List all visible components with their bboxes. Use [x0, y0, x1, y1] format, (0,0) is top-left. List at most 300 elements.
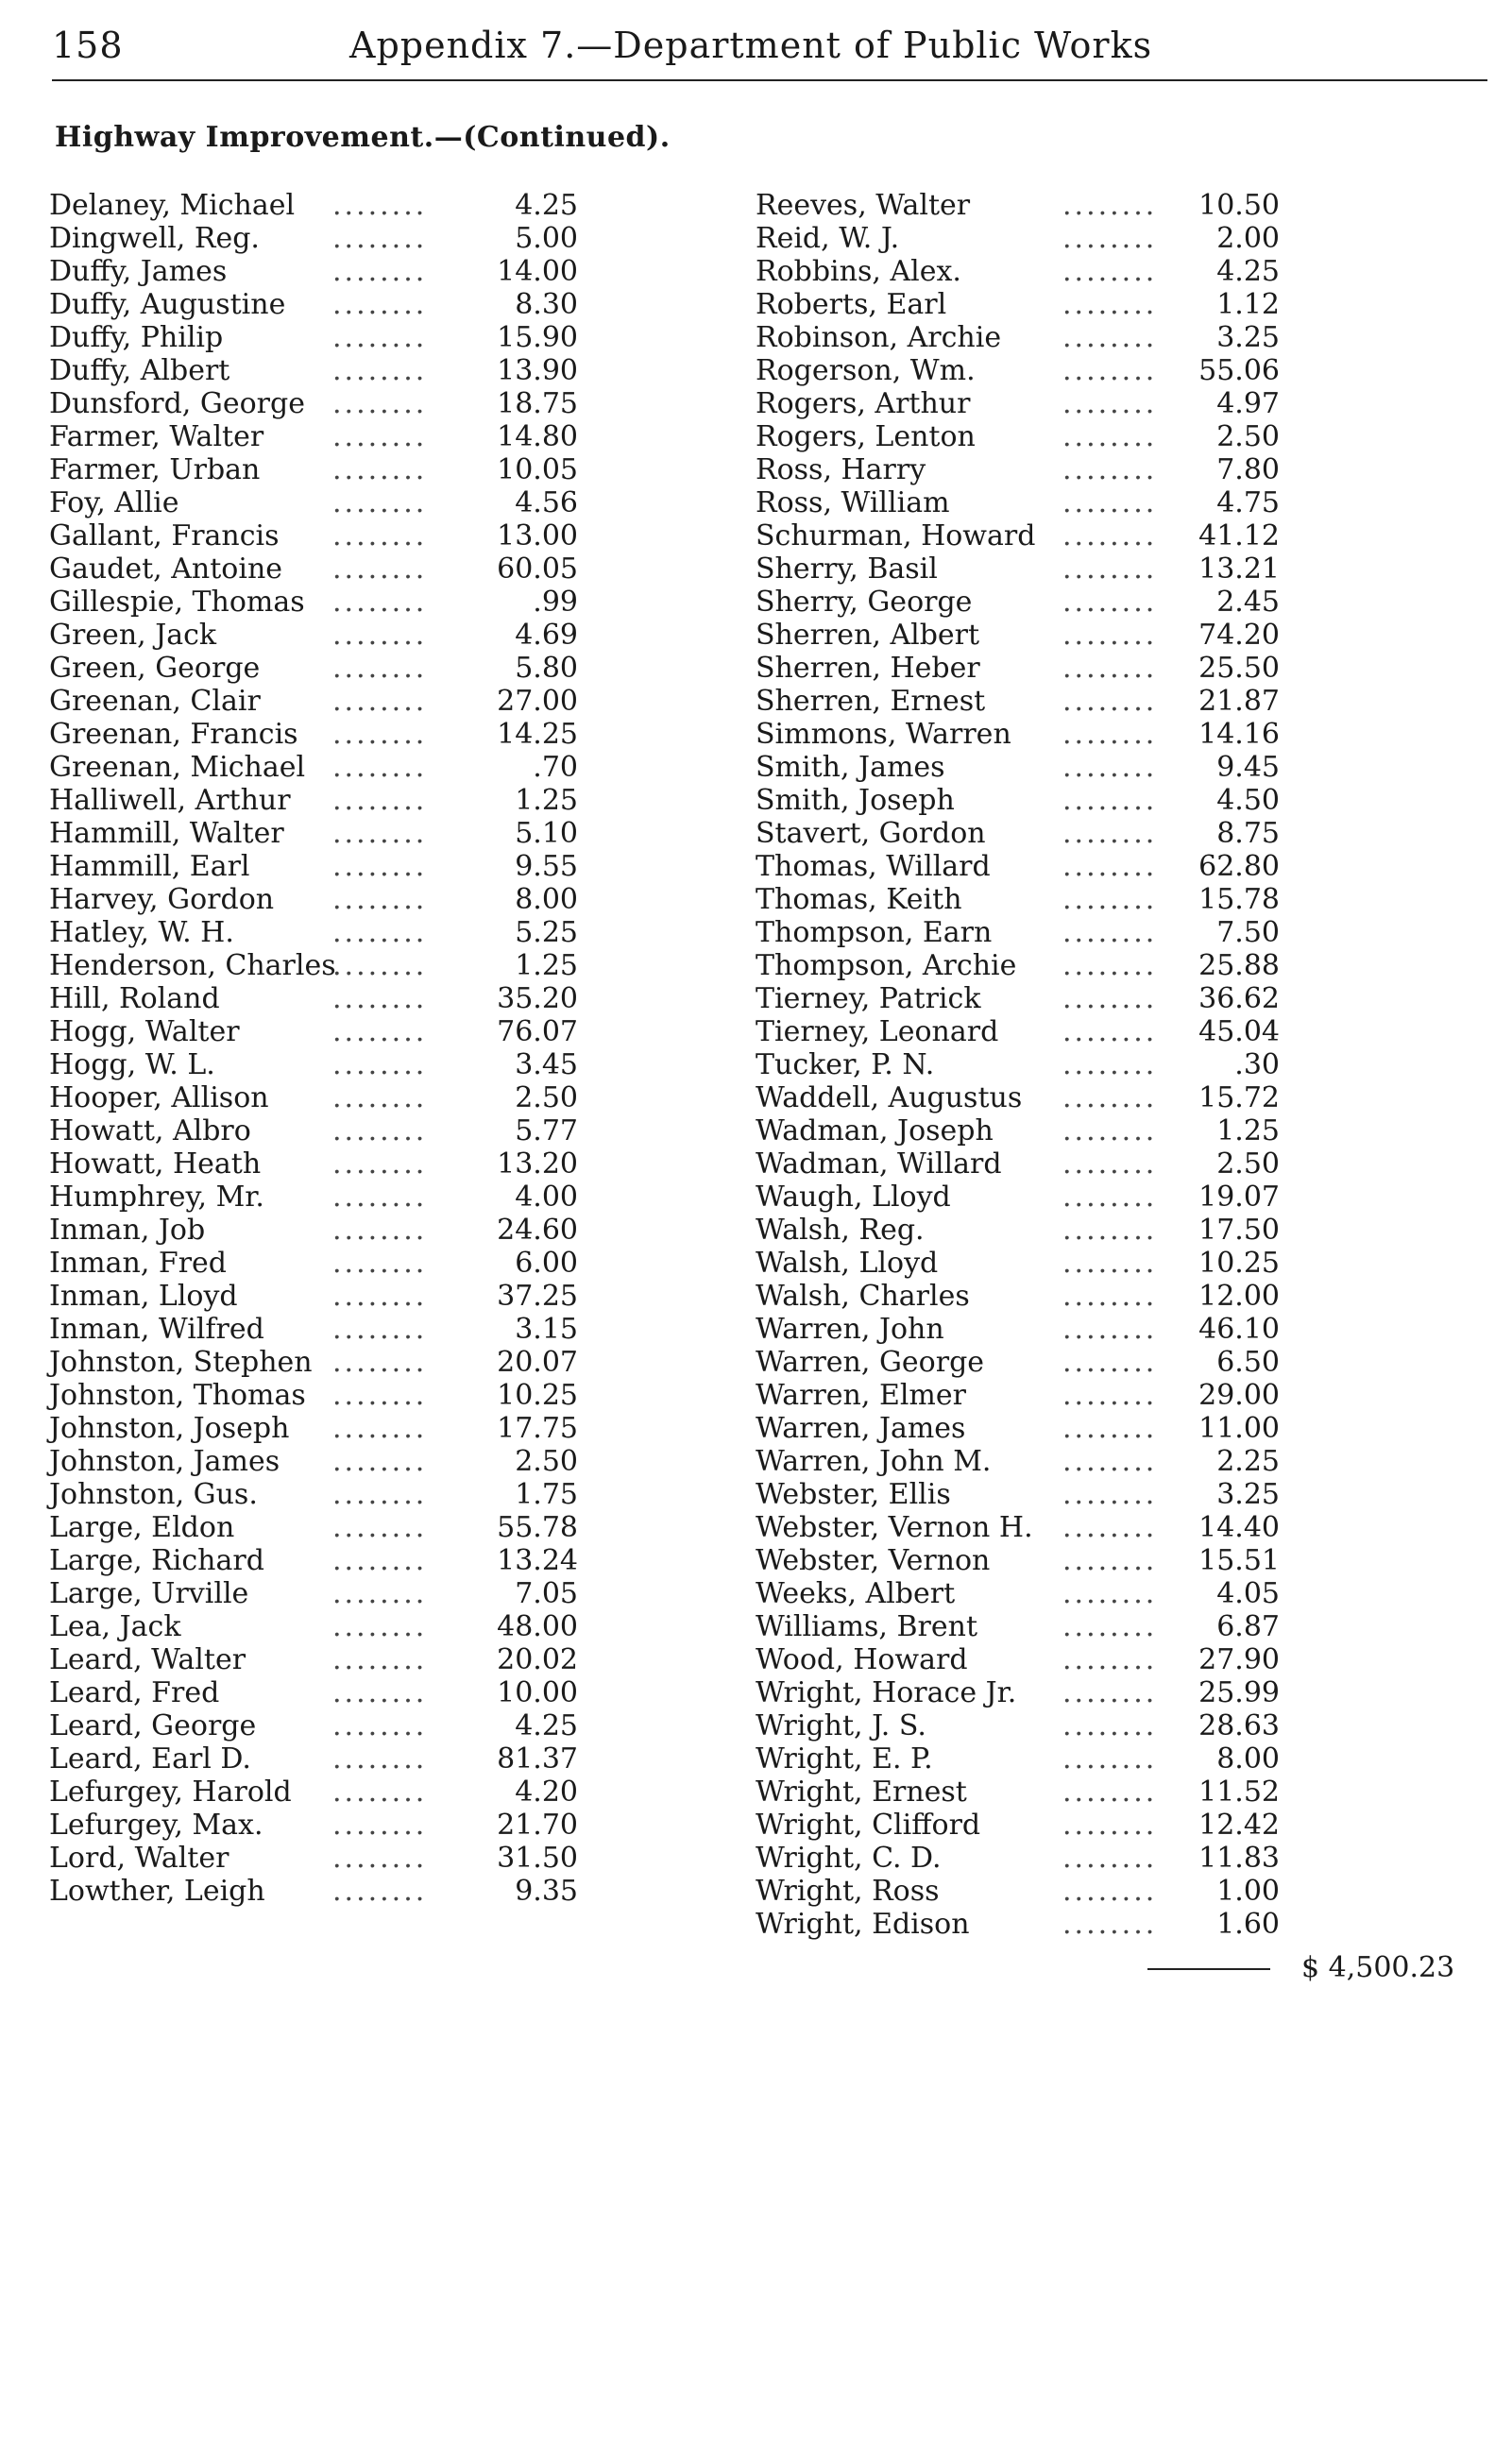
payee-name: Humphrey, Mr.: [49, 1181, 264, 1214]
payee-row: [49, 817, 578, 850]
dot-leader: ........: [332, 519, 428, 552]
payee-row: [756, 982, 1313, 1015]
payee-name: Thomas, Keith: [756, 883, 962, 916]
payee-row: [756, 1709, 1313, 1742]
payee-name: Warren, John M.: [756, 1445, 992, 1478]
payee-row: [49, 1214, 578, 1247]
payee-name: Halliwell, Arthur: [49, 784, 291, 817]
dot-leader: ........: [1062, 1379, 1158, 1412]
dot-leader: ........: [332, 916, 428, 949]
payee-amount: 12.00: [1198, 1280, 1280, 1313]
payee-amount: 35.20: [497, 982, 578, 1015]
payee-row: [756, 850, 1313, 883]
payee-amount: 15.78: [1198, 883, 1280, 916]
payee-row: [49, 619, 578, 652]
payee-amount: 4.05: [1216, 1577, 1280, 1610]
payee-amount: 2.25: [1216, 1445, 1280, 1478]
payee-row: [49, 784, 578, 817]
payee-name: Wadman, Willard: [756, 1147, 1002, 1181]
dot-leader: ........: [332, 1742, 428, 1776]
payee-amount: 11.00: [1198, 1412, 1280, 1445]
dot-leader: ........: [332, 1643, 428, 1676]
dot-leader: ........: [332, 1412, 428, 1445]
payee-row: [756, 1643, 1313, 1676]
payee-name: Dunsford, George: [49, 387, 305, 420]
payee-amount: 37.25: [497, 1280, 578, 1313]
payee-row: [49, 1346, 578, 1379]
payee-amount: 2.50: [515, 1445, 578, 1478]
payee-row: [49, 1313, 578, 1346]
dot-leader: ........: [1062, 1676, 1158, 1709]
dot-leader: ........: [1062, 1776, 1158, 1809]
payee-name: Weeks, Albert: [756, 1577, 956, 1610]
payee-name: Green, Jack: [49, 619, 217, 652]
payee-amount: 76.07: [497, 1015, 578, 1048]
payee-row: [49, 1875, 578, 1908]
payee-row: [756, 751, 1313, 784]
payee-row: [49, 1247, 578, 1280]
dot-leader: ........: [1062, 1015, 1158, 1048]
payee-row: [756, 189, 1313, 222]
payee-name: Thompson, Earn: [756, 916, 993, 949]
payee-name: Leard, Fred: [49, 1676, 220, 1709]
payee-amount: 4.56: [515, 486, 578, 519]
payee-row: [49, 1676, 578, 1709]
dot-leader: ........: [1062, 1412, 1158, 1445]
payee-amount: 60.05: [497, 552, 578, 586]
payee-row: [49, 387, 578, 420]
payee-amount: 19.07: [1198, 1181, 1280, 1214]
payee-name: Greenan, Clair: [49, 685, 261, 718]
payee-amount: 2.00: [1216, 222, 1280, 255]
payee-amount: 20.02: [497, 1643, 578, 1676]
payee-name: Wood, Howard: [756, 1643, 968, 1676]
payee-amount: 27.90: [1198, 1643, 1280, 1676]
grand-total: $ 4,500.23: [1301, 1951, 1455, 1984]
dot-leader: ........: [1062, 1280, 1158, 1313]
dot-leader: ........: [1062, 222, 1158, 255]
payee-amount: 9.45: [1216, 751, 1280, 784]
section-title: Highway Improvement.—(Continued).: [55, 121, 671, 154]
payee-name: Wright, C. D.: [756, 1842, 942, 1875]
dot-leader: ........: [1062, 1875, 1158, 1908]
payee-row: [756, 1676, 1313, 1709]
payee-amount: 10.25: [497, 1379, 578, 1412]
dot-leader: ........: [332, 718, 428, 751]
payee-amount: 5.10: [515, 817, 578, 850]
dot-leader: ........: [332, 1247, 428, 1280]
payee-name: Reeves, Walter: [756, 189, 971, 222]
dot-leader: ........: [1062, 784, 1158, 817]
dot-leader: ........: [332, 321, 428, 354]
dot-leader: ........: [1062, 1544, 1158, 1577]
payee-name: Warren, Elmer: [756, 1379, 966, 1412]
dot-leader: ........: [332, 288, 428, 321]
payee-name: Walsh, Reg.: [756, 1214, 925, 1247]
payee-row: [756, 1379, 1313, 1412]
payee-name: Wright, Ross: [756, 1875, 940, 1908]
running-title: Appendix 7.—Department of Public Works: [349, 25, 1153, 66]
payee-amount: 14.16: [1198, 718, 1280, 751]
dot-leader: ........: [1062, 1610, 1158, 1643]
payee-name: Wright, E. P.: [756, 1742, 933, 1776]
payee-amount: 8.00: [515, 883, 578, 916]
payee-row: [49, 916, 578, 949]
dot-leader: ........: [1062, 949, 1158, 982]
dot-leader: ........: [332, 817, 428, 850]
payee-name: Hooper, Allison: [49, 1081, 269, 1114]
payee-row: [756, 1015, 1313, 1048]
payee-amount: 10.05: [497, 453, 578, 486]
payee-name: Wadman, Joseph: [756, 1114, 994, 1147]
payee-row: [756, 1247, 1313, 1280]
payee-amount: 15.90: [497, 321, 578, 354]
payee-amount: 7.05: [515, 1577, 578, 1610]
payee-row: [49, 718, 578, 751]
payee-name: Gaudet, Antoine: [49, 552, 283, 586]
payee-amount: 25.99: [1198, 1676, 1280, 1709]
payee-amount: 31.50: [497, 1842, 578, 1875]
payee-amount: 27.00: [497, 685, 578, 718]
payee-name: Gallant, Francis: [49, 519, 280, 552]
payee-amount: 13.20: [497, 1147, 578, 1181]
payee-row: [49, 1379, 578, 1412]
payee-row: [756, 420, 1313, 453]
payee-row: [49, 453, 578, 486]
payee-row: [756, 519, 1313, 552]
payee-name: Howatt, Albro: [49, 1114, 251, 1147]
payee-amount: 6.00: [515, 1247, 578, 1280]
payee-name: Simmons, Warren: [756, 718, 1011, 751]
payee-row: [756, 619, 1313, 652]
dot-leader: ........: [1062, 1048, 1158, 1081]
payee-row: [49, 949, 578, 982]
payee-amount: 41.12: [1198, 519, 1280, 552]
payee-amount: 1.25: [515, 949, 578, 982]
payee-row: [49, 255, 578, 288]
dot-leader: ........: [332, 189, 428, 222]
payee-name: Foy, Allie: [49, 486, 179, 519]
payee-name: Duffy, Albert: [49, 354, 230, 387]
payee-name: Green, George: [49, 652, 261, 685]
dot-leader: ........: [1062, 982, 1158, 1015]
payee-row: [49, 685, 578, 718]
payee-row: [756, 222, 1313, 255]
payee-row: [49, 1445, 578, 1478]
dot-leader: ........: [332, 354, 428, 387]
payee-amount: 9.35: [515, 1875, 578, 1908]
dot-leader: ........: [1062, 420, 1158, 453]
dot-leader: ........: [332, 1577, 428, 1610]
payee-row: [49, 1544, 578, 1577]
dot-leader: ........: [1062, 817, 1158, 850]
payee-amount: 25.50: [1198, 652, 1280, 685]
payee-amount: 3.45: [515, 1048, 578, 1081]
dot-leader: ........: [1062, 486, 1158, 519]
dot-leader: ........: [332, 1610, 428, 1643]
payee-amount: 14.25: [497, 718, 578, 751]
dot-leader: ........: [332, 1081, 428, 1114]
payee-row: [49, 354, 578, 387]
payee-amount: 17.75: [497, 1412, 578, 1445]
dot-leader: ........: [1062, 1478, 1158, 1511]
payee-amount: 81.37: [497, 1742, 578, 1776]
payee-amount: 24.60: [497, 1214, 578, 1247]
payee-amount: 14.00: [497, 255, 578, 288]
payee-row: [49, 1577, 578, 1610]
payee-name: Hogg, Walter: [49, 1015, 240, 1048]
payee-amount: 17.50: [1198, 1214, 1280, 1247]
payee-name: Waugh, Lloyd: [756, 1181, 951, 1214]
payee-amount: 20.07: [497, 1346, 578, 1379]
payee-name: Greenan, Francis: [49, 718, 298, 751]
payee-row: [756, 321, 1313, 354]
payee-name: Large, Urville: [49, 1577, 249, 1610]
payee-row: [756, 784, 1313, 817]
payee-name: Inman, Job: [49, 1214, 206, 1247]
dot-leader: ........: [332, 1875, 428, 1908]
dot-leader: ........: [1062, 685, 1158, 718]
payee-name: Walsh, Charles: [756, 1280, 970, 1313]
payee-amount: 4.97: [1216, 387, 1280, 420]
payee-name: Wright, Horace Jr.: [756, 1676, 1017, 1709]
payee-amount: 8.00: [1216, 1742, 1280, 1776]
payee-name: Rogers, Lenton: [756, 420, 976, 453]
dot-leader: ........: [332, 1676, 428, 1709]
payee-amount: 4.50: [1216, 784, 1280, 817]
payee-name: Lea, Jack: [49, 1610, 181, 1643]
payee-amount: 29.00: [1198, 1379, 1280, 1412]
payee-row: [49, 1809, 578, 1842]
payee-row: [49, 850, 578, 883]
dot-leader: ........: [1062, 751, 1158, 784]
payee-row: [756, 486, 1313, 519]
payee-name: Wright, Edison: [756, 1908, 970, 1941]
payee-amount: 12.42: [1198, 1809, 1280, 1842]
payee-name: Delaney, Michael: [49, 189, 296, 222]
payee-amount: 13.21: [1198, 552, 1280, 586]
payee-row: [756, 718, 1313, 751]
payee-name: Large, Eldon: [49, 1511, 235, 1544]
dot-leader: ........: [1062, 1643, 1158, 1676]
payee-row: [49, 321, 578, 354]
dot-leader: ........: [1062, 652, 1158, 685]
payee-row: [756, 586, 1313, 619]
dot-leader: ........: [332, 1709, 428, 1742]
dot-leader: ........: [332, 1280, 428, 1313]
payee-name: Robinson, Archie: [756, 321, 1002, 354]
payee-row: [49, 1015, 578, 1048]
payee-row: [756, 1478, 1313, 1511]
payee-name: Reid, W. J.: [756, 222, 900, 255]
payee-row: [756, 1875, 1313, 1908]
dot-leader: ........: [1062, 1842, 1158, 1875]
payee-row: [756, 1114, 1313, 1147]
payee-row: [756, 1412, 1313, 1445]
payee-name: Harvey, Gordon: [49, 883, 275, 916]
payee-name: Webster, Vernon: [756, 1544, 991, 1577]
dot-leader: ........: [332, 420, 428, 453]
payee-name: Hammill, Walter: [49, 817, 284, 850]
payee-amount: .99: [533, 586, 578, 619]
payee-amount: 7.50: [1216, 916, 1280, 949]
payee-amount: 10.25: [1198, 1247, 1280, 1280]
payee-amount: 4.20: [515, 1776, 578, 1809]
dot-leader: ........: [332, 1445, 428, 1478]
payee-name: Duffy, Augustine: [49, 288, 286, 321]
payee-name: Sherry, Basil: [756, 552, 938, 586]
payee-name: Duffy, Philip: [49, 321, 224, 354]
payee-amount: 25.88: [1198, 949, 1280, 982]
payee-row: [756, 883, 1313, 916]
payee-name: Greenan, Michael: [49, 751, 306, 784]
payee-name: Dingwell, Reg.: [49, 222, 260, 255]
payee-name: Webster, Ellis: [756, 1478, 951, 1511]
payee-name: Johnston, Joseph: [49, 1412, 290, 1445]
payee-name: Hammill, Earl: [49, 850, 250, 883]
payee-row: [49, 1412, 578, 1445]
payee-row: [756, 949, 1313, 982]
payee-name: Lowther, Leigh: [49, 1875, 265, 1908]
payee-name: Thomas, Willard: [756, 850, 991, 883]
payee-row: [49, 420, 578, 453]
payee-amount: 14.80: [497, 420, 578, 453]
payee-name: Warren, James: [756, 1412, 966, 1445]
payee-row: [49, 1081, 578, 1114]
dot-leader: ........: [1062, 1181, 1158, 1214]
dot-leader: ........: [332, 1379, 428, 1412]
dot-leader: ........: [1062, 850, 1158, 883]
payee-amount: 15.51: [1198, 1544, 1280, 1577]
dot-leader: ........: [332, 1048, 428, 1081]
payee-row: [756, 1776, 1313, 1809]
total-rule: [1147, 1968, 1270, 1970]
dot-leader: ........: [1062, 288, 1158, 321]
dot-leader: ........: [1062, 883, 1158, 916]
payee-amount: 1.12: [1216, 288, 1280, 321]
payee-row: [49, 1511, 578, 1544]
dot-leader: ........: [332, 685, 428, 718]
payee-name: Webster, Vernon H.: [756, 1511, 1033, 1544]
dot-leader: ........: [332, 552, 428, 586]
payee-row: [756, 354, 1313, 387]
payee-row: [49, 652, 578, 685]
dot-leader: ........: [1062, 1511, 1158, 1544]
payee-name: Hogg, W. L.: [49, 1048, 215, 1081]
payee-amount: 5.80: [515, 652, 578, 685]
dot-leader: ........: [1062, 387, 1158, 420]
dot-leader: ........: [332, 1346, 428, 1379]
payee-amount: 13.24: [497, 1544, 578, 1577]
payee-amount: 3.25: [1216, 1478, 1280, 1511]
payee-row: [756, 1346, 1313, 1379]
dot-leader: ........: [1062, 1313, 1158, 1346]
payee-row: [756, 1147, 1313, 1181]
dot-leader: ........: [1062, 1577, 1158, 1610]
payee-amount: 2.50: [515, 1081, 578, 1114]
payee-name: Johnston, James: [49, 1445, 280, 1478]
payee-name: Stavert, Gordon: [756, 817, 986, 850]
payee-name: Roberts, Earl: [756, 288, 947, 321]
right-payee-column: [756, 189, 1313, 1941]
dot-leader: ........: [1062, 1809, 1158, 1842]
payee-amount: 3.25: [1216, 321, 1280, 354]
payee-amount: 8.75: [1216, 817, 1280, 850]
payee-name: Wright, Ernest: [756, 1776, 967, 1809]
dot-leader: ........: [1062, 1081, 1158, 1114]
payee-name: Hill, Roland: [49, 982, 220, 1015]
payee-name: Tucker, P. N.: [756, 1048, 935, 1081]
dot-leader: ........: [1062, 552, 1158, 586]
payee-row: [756, 288, 1313, 321]
dot-leader: ........: [1062, 586, 1158, 619]
dot-leader: ........: [1062, 1214, 1158, 1247]
payee-amount: 4.75: [1216, 486, 1280, 519]
payee-amount: 36.62: [1198, 982, 1280, 1015]
dot-leader: ........: [332, 751, 428, 784]
payee-row: [756, 1445, 1313, 1478]
dot-leader: ........: [332, 652, 428, 685]
payee-name: Johnston, Thomas: [49, 1379, 306, 1412]
payee-amount: 6.50: [1216, 1346, 1280, 1379]
payee-row: [49, 883, 578, 916]
payee-name: Walsh, Lloyd: [756, 1247, 939, 1280]
payee-name: Sherren, Albert: [756, 619, 980, 652]
dot-leader: ........: [332, 1313, 428, 1346]
payee-amount: 1.60: [1216, 1908, 1280, 1941]
dot-leader: ........: [332, 949, 428, 982]
payee-row: [49, 586, 578, 619]
left-payee-column: [49, 189, 578, 1908]
payee-amount: 8.30: [515, 288, 578, 321]
payee-name: Leard, Earl D.: [49, 1742, 251, 1776]
dot-leader: ........: [332, 486, 428, 519]
payee-row: [49, 1147, 578, 1181]
payee-name: Ross, William: [756, 486, 950, 519]
payee-name: Wright, J. S.: [756, 1709, 926, 1742]
payee-row: [756, 1742, 1313, 1776]
payee-amount: 11.52: [1198, 1776, 1280, 1809]
dot-leader: ........: [1062, 255, 1158, 288]
payee-row: [756, 1842, 1313, 1875]
payee-amount: 5.00: [515, 222, 578, 255]
payee-row: [756, 387, 1313, 420]
payee-row: [49, 751, 578, 784]
payee-name: Tierney, Patrick: [756, 982, 981, 1015]
payee-row: [49, 1610, 578, 1643]
payee-amount: 15.72: [1198, 1081, 1280, 1114]
payee-row: [756, 1081, 1313, 1114]
payee-row: [49, 982, 578, 1015]
dot-leader: ........: [332, 1114, 428, 1147]
dot-leader: ........: [1062, 1147, 1158, 1181]
payee-name: Sherry, George: [756, 586, 973, 619]
payee-name: Large, Richard: [49, 1544, 264, 1577]
dot-leader: ........: [332, 222, 428, 255]
payee-row: [756, 1048, 1313, 1081]
payee-name: Inman, Wilfred: [49, 1313, 264, 1346]
payee-amount: 2.50: [1216, 420, 1280, 453]
dot-leader: ........: [332, 982, 428, 1015]
payee-name: Johnston, Gus.: [49, 1478, 258, 1511]
payee-name: Lefurgey, Harold: [49, 1776, 292, 1809]
payee-row: [49, 1181, 578, 1214]
payee-row: [756, 1214, 1313, 1247]
dot-leader: ........: [332, 1181, 428, 1214]
payee-amount: 48.00: [497, 1610, 578, 1643]
payee-amount: .70: [533, 751, 578, 784]
payee-name: Johnston, Stephen: [49, 1346, 313, 1379]
